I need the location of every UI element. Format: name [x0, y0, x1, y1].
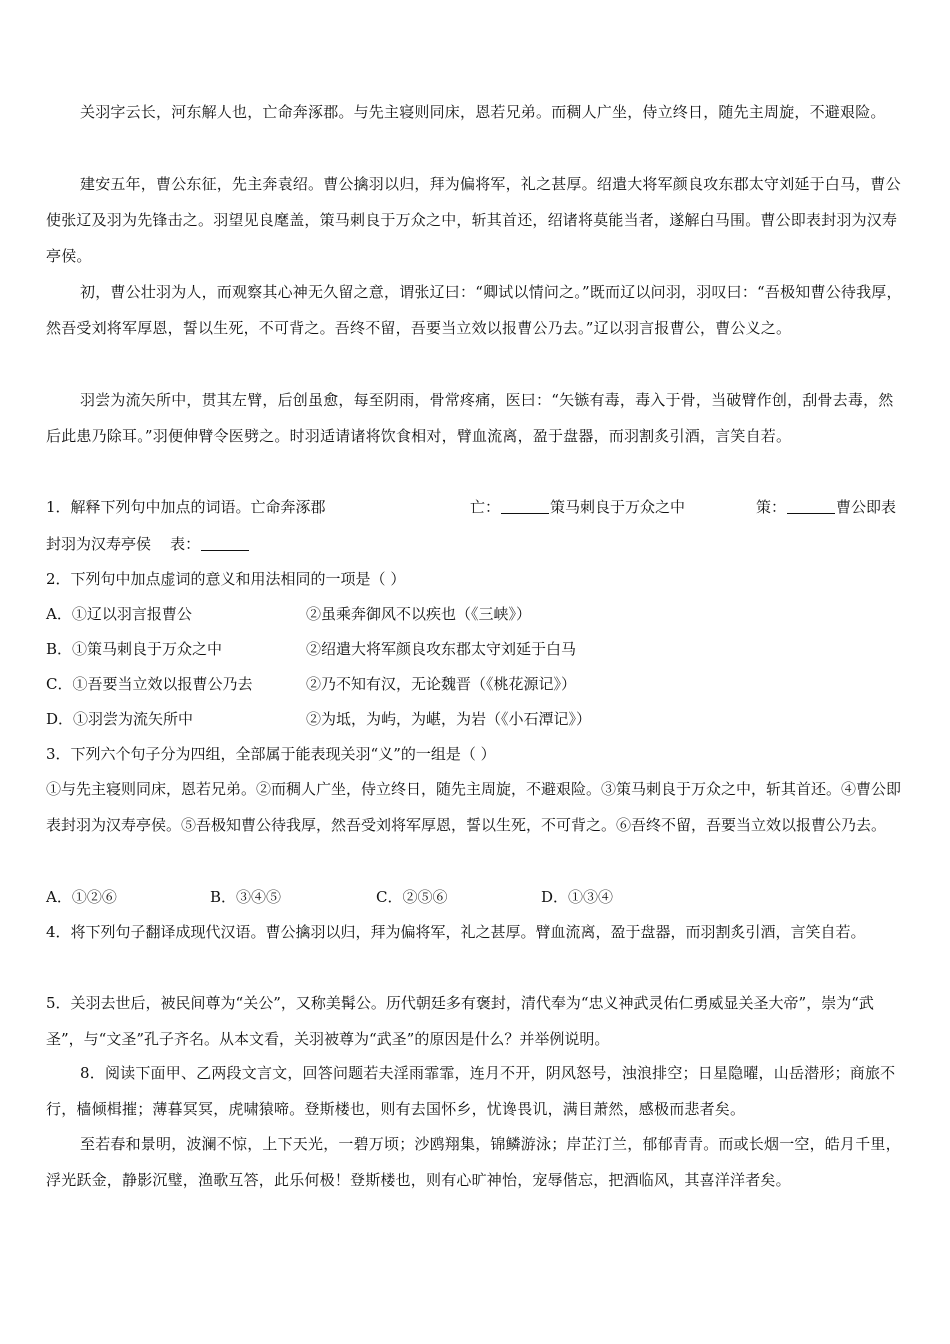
- q1-a-blank[interactable]: [501, 497, 549, 514]
- q1-line2: [46, 526, 250, 562]
- q3-choice-b: B．③④⑤: [210, 888, 282, 906]
- q1-lead: 1．解释下列句中加点的词语。亡命奔涿郡: [46, 498, 326, 516]
- passage-paragraph-2: 建安五年，曹公东征，先主奔袁绍。曹公擒羽以归，拜为偏将军，礼之甚厚。绍遣大将军颜良攻东郡太守刘延于白马，曹公使张辽及羽为先锋击之。羽望见良麾盖，策马刺良于万众之中，斩其首还，绍诸将莫能当者，遂解白马围。曹公即表封羽为汉寿亭侯。: [46, 175, 901, 265]
- q3-choice-c: C．②⑤⑥: [376, 888, 448, 906]
- q3-sentences: ①与先主寝则同床，恩若兄弟。②而稠人广坐，侍立终日，随先主周旋，不避艰险。③策马刺良于万众之中，斩其首还。④曹公即表封羽为汉寿亭侯。⑤吾极知曹公待我厚，然吾受刘将军厚恩，誓以生死，不可背之。⑥吾终不留，吾要当立效以报曹公乃去。: [46, 780, 902, 834]
- q1-c-label: 表：: [170, 535, 201, 553]
- passage-paragraph-4: 羽尝为流矢所中，贯其左臂，后创虽愈，每至阴雨，骨常疼痛，医曰：“矢镞有毒，毒入于骨，当破臂作创，刮骨去毒，然后此患乃除耳。”羽便伸臂令医劈之。时羽适请诸将饮食相对，臂血流离，盈于盘器，而羽割炙引酒，言笑自若。: [46, 391, 894, 445]
- q1-b-blank[interactable]: [787, 497, 835, 514]
- question-4: 4．将下列句子翻译成现代汉语。曹公擒羽以归，拜为偏将军，礼之甚厚。臂血流离，盈于盘器，而羽割炙引酒，言笑自若。: [46, 923, 866, 941]
- q3-stem: 3．下列六个句子分为四组，全部属于能表现关羽“义”的一组是（ ）: [46, 745, 496, 763]
- q2-option-c-right: ②乃不知有汉，无论魏晋（《桃花源记》）: [306, 675, 577, 693]
- q2-option-c-left: C．①吾要当立效以报曹公乃去: [46, 675, 253, 693]
- question-8-passage-1: 8．阅读下面甲、乙两段文言文，回答问题若夫淫雨霏霏，连月不开，阴风怒号，浊浪排空；日星隐曜，山岳潜形；商旅不行，樯倾楫摧；薄暮冥冥，虎啸猿啼。登斯楼也，则有去国怀乡，忧谗畏讥，满目萧然，感极而悲者矣。: [46, 1064, 896, 1118]
- q3-choice-d: D．①③④: [541, 888, 614, 906]
- q1-b-label: 策：: [756, 498, 787, 516]
- q1-answer-a: [470, 489, 685, 525]
- q1-a-label: 亡：: [470, 498, 501, 516]
- q1-answer-b: [756, 489, 896, 525]
- question-8-passage-2: 至若春和景明，波澜不惊，上下天光，一碧万顷；沙鸥翔集，锦鳞游泳；岸芷汀兰，郁郁青青。而或长烟一空，皓月千里，浮光跃金，静影沉璧，渔歌互答，此乐何极！登斯楼也，则有心旷神怡，宠辱偕忘，把酒临风，其喜洋洋者矣。: [46, 1135, 901, 1189]
- q2-option-d-left: D．①羽尝为流矢所中: [46, 710, 194, 728]
- q1-a-tail: 策马刺良于万众之中: [550, 498, 686, 516]
- q1-c-blank[interactable]: [201, 534, 249, 551]
- passage-paragraph-1: 关羽字云长，河东解人也，亡命奔涿郡。与先主寝则同床，恩若兄弟。而稠人广坐，侍立终日，随先主周旋，不避艰险。: [80, 103, 886, 121]
- q2-option-d-right: ②为坻，为屿，为嵁，为岩（《小石潭记》）: [306, 710, 592, 728]
- passage-paragraph-3: 初，曹公壮羽为人，而观察其心神无久留之意，谓张辽曰：“卿试以情问之。”既而辽以问羽，羽叹曰：“吾极知曹公待我厚，然吾受刘将军厚恩，誓以生死，不可背之。吾终不留，吾要当立效以报曹公乃去。”辽以羽言报曹公，曹公义之。: [46, 283, 902, 337]
- q2-option-b-left: B．①策马刺良于万众之中: [46, 640, 223, 658]
- q2-stem: 2．下列句中加点虚词的意义和用法相同的一项是（ ）: [46, 570, 406, 588]
- q2-option-a-left: A．①辽以羽言报曹公: [46, 605, 192, 623]
- q1-line2-text: 封羽为汉寿亭侯: [46, 535, 152, 553]
- question-5: 5．关羽去世后，被民间尊为“关公”，又称美髯公。历代朝廷多有褒封，清代奉为“忠义神武灵佑仁勇威显关圣大帝”，崇为“武圣”，与“文圣”孔子齐名。从本文看，关羽被尊为“武圣”的原因是什么？并举例说明。: [46, 994, 874, 1048]
- q1-b-tail: 曹公即表: [836, 498, 897, 516]
- q2-option-a-right: ②虽乘奔御风不以疾也（《三峡》）: [306, 605, 532, 623]
- q2-option-b-right: ②绍遣大将军颜良攻东郡太守刘延于白马: [306, 640, 577, 658]
- q3-choice-a: A．①②⑥: [46, 888, 117, 906]
